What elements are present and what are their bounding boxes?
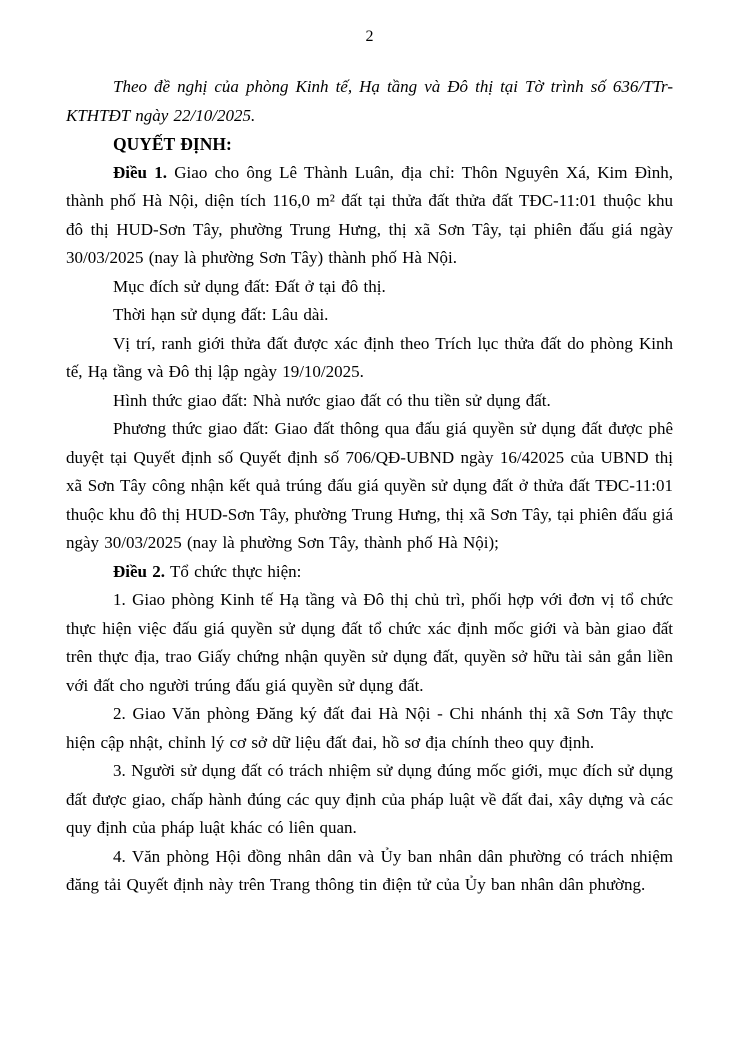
page-number: 2 <box>365 28 374 45</box>
article-1-clause-allocation-form: Hình thức giao đất: Nhà nước giao đất có thu tiền sử dụng đất. <box>113 390 551 410</box>
article-2-item: 1. Giao phòng Kinh tế Hạ tầng và Đô thị chủ trì, phối hợp với đơn vị tổ chức thực hiện việc đấu giá quyền sử dụng đất tổ chức xác định mốc giới và bàn giao đất trên thực địa, trao Giấy chứng nhận quyền sử dụng đất, quyền sở hữu tài sản gắn liền với đất cho người trúng đấu giá quyền sử dụng đất. <box>66 590 673 695</box>
article-2-paragraph <box>66 558 673 587</box>
article-1-clause-allocation-method: Phương thức giao đất: Giao đất thông qua đấu giá quyền sử dụng đất được phê duyệt tại Quyết định số Quyết định số 706/QĐ-UBND ngày 16/42025 của UBND thị xã Sơn Tây công nhận kết quả trúng đấu giá quyền sử dụng đất ở thửa đất TĐC-11:01 thuộc khu đô thị HUD-Sơn Tây, phường Trung Hưng, thị xã Sơn Tây, tại phiên đấu giá ngày 30/03/2025 (nay là phường Sơn Tây, thành phố Hà Nội); <box>66 419 673 552</box>
article-1-paragraph <box>66 159 673 273</box>
article-2-text: Tổ chức thực hiện: <box>169 561 302 581</box>
article-1-text: Giao cho ông Lê Thành Luân, địa chỉ: Thôn Nguyên Xá, Kim Đình, thành phố Hà Nội, diện tích 116,0 m² đất tại thửa đất thửa đất TĐC-11:01 thuộc khu đô thị HUD-Sơn Tây, phường Trung Hưng, thị xã Sơn Tây, tại phiên đấu giá ngày 30/03/2025 (nay là phường Sơn Tây) thành phố Hà Nội. <box>66 162 673 267</box>
article-2-item: 2. Giao Văn phòng Đăng ký đất đai Hà Nội - Chi nhánh thị xã Sơn Tây thực hiện cập nhật, chỉnh lý cơ sở dữ liệu đất đai, hồ sơ địa chính theo quy định. <box>66 704 673 752</box>
article-1-label: Điều 1. <box>113 162 168 182</box>
preamble-paragraph: Theo đề nghị của phòng Kinh tế, Hạ tầng và Đô thị tại Tờ trình số 636/TTr-KTHTĐT ngày 22/10/2025. <box>66 77 673 125</box>
article-1-clause-location: Vị trí, ranh giới thửa đất được xác định theo Trích lục thửa đất do phòng Kinh tế, Hạ tầng và Đô thị lập ngày 19/10/2025. <box>66 333 673 381</box>
article-2-label: Điều 2. <box>113 561 165 581</box>
article-1-clause-duration: Thời hạn sử dụng đất: Lâu dài. <box>113 305 329 324</box>
decision-heading: QUYẾT ĐỊNH: <box>113 134 232 154</box>
article-1-clause-purpose: Mục đích sử dụng đất: Đất ở tại đô thị. <box>113 276 386 296</box>
article-2-item: 3. Người sử dụng đất có trách nhiệm sử dụng đúng mốc giới, mục đích sử dụng đất được giao, chấp hành đúng các quy định của pháp luật về đất đai, xây dựng và các quy định của pháp luật khác có liên quan. <box>66 761 673 837</box>
article-2-item: 4. Văn phòng Hội đồng nhân dân và Ủy ban nhân dân phường có trách nhiệm đăng tải Quyết định này trên Trang thông tin điện tử của Ủy ban nhân dân phường. <box>66 846 673 894</box>
